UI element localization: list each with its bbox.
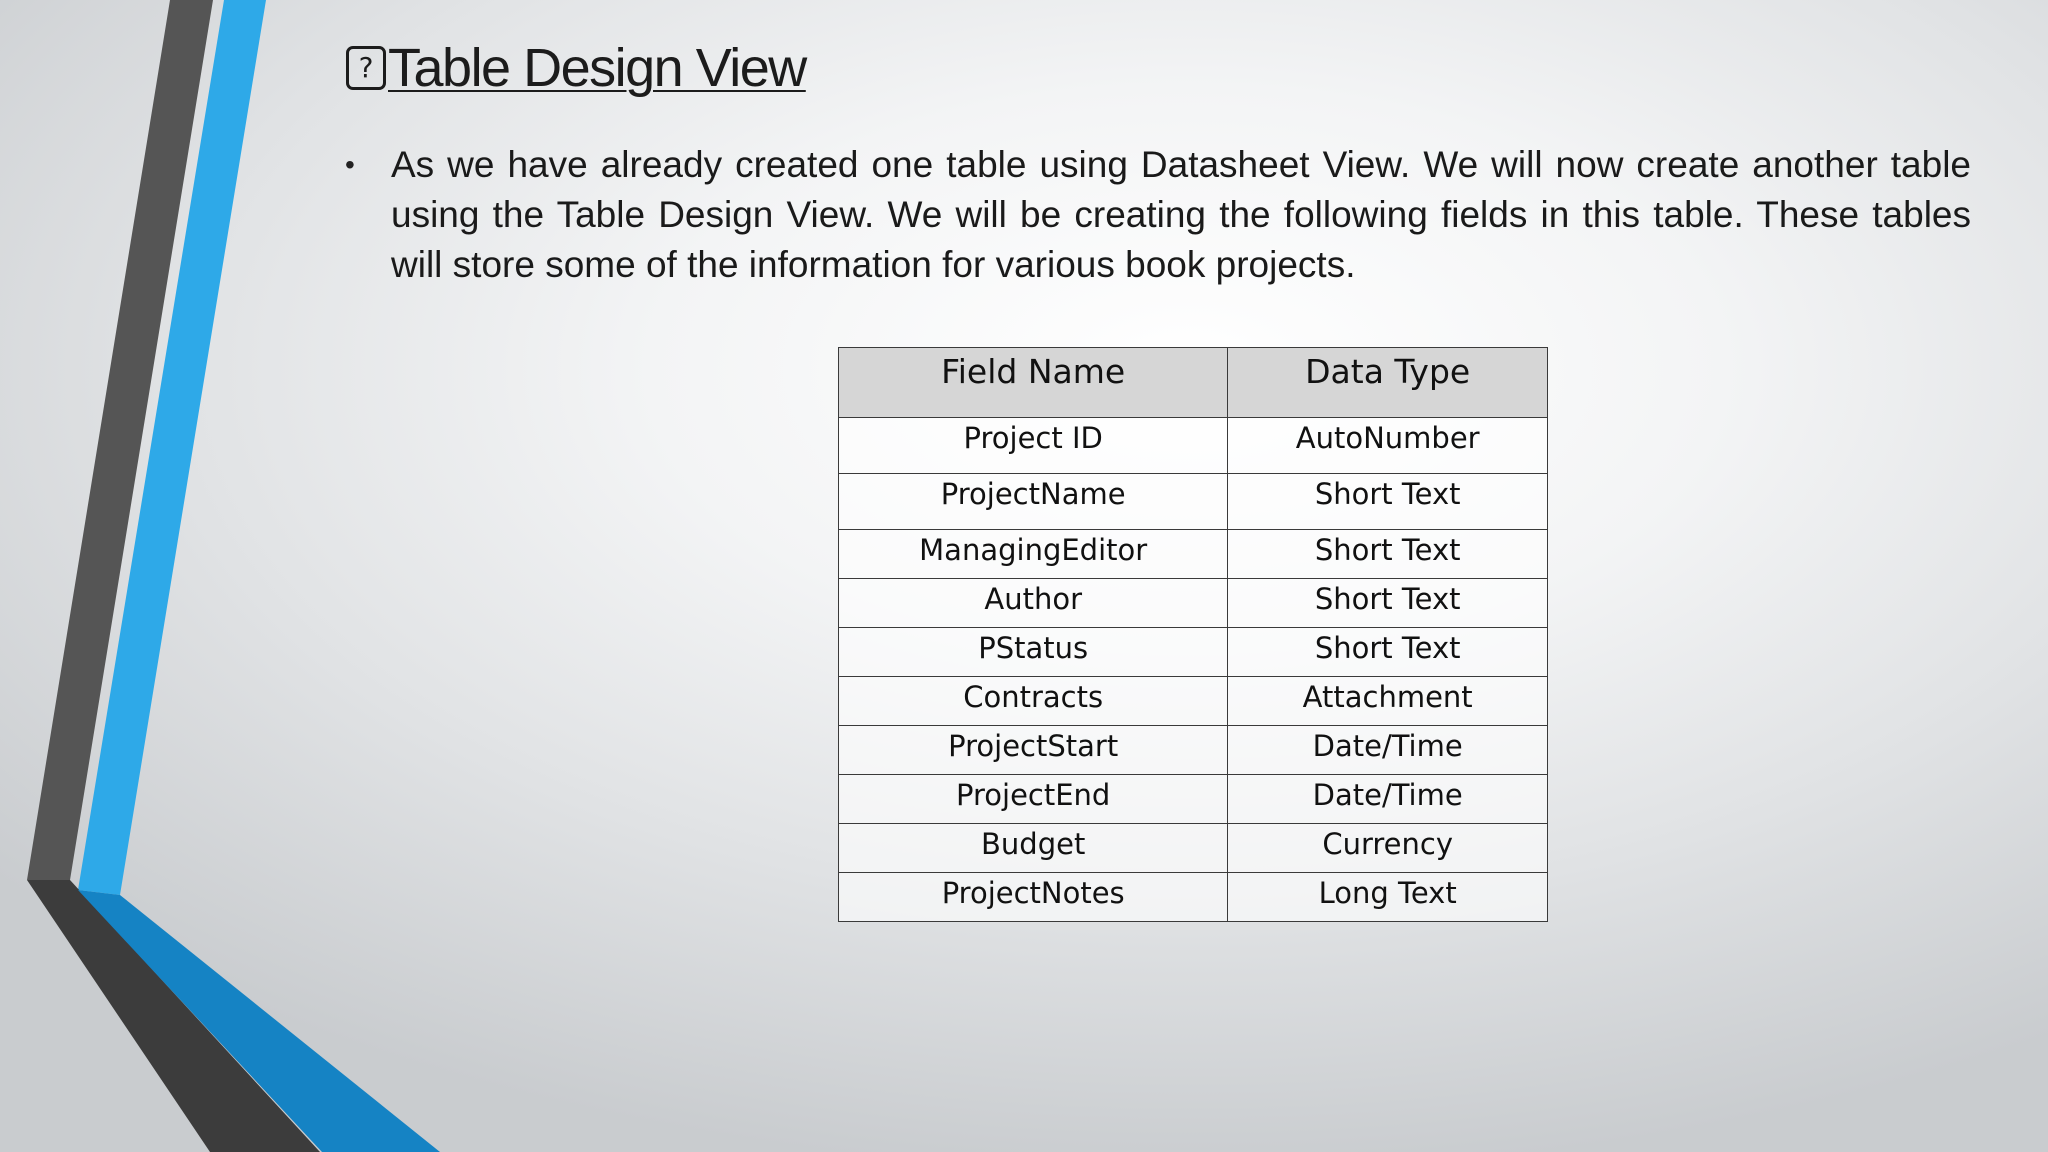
- fields-table: [838, 347, 1548, 922]
- cell-field-name: Budget: [839, 824, 1228, 873]
- bullet-dot-icon: •: [345, 149, 355, 180]
- cell-data-type: Currency: [1228, 824, 1548, 873]
- cell-data-type: Date/Time: [1228, 775, 1548, 824]
- header-field-name: Field Name: [839, 348, 1228, 418]
- page-title-text: Table Design View: [388, 38, 806, 98]
- bullet-list: [345, 140, 1971, 290]
- cell-data-type: Short Text: [1228, 579, 1548, 628]
- cell-field-name: ProjectName: [839, 474, 1228, 530]
- table-row: [839, 824, 1548, 873]
- cell-field-name: Author: [839, 579, 1228, 628]
- header-data-type: Data Type: [1228, 348, 1548, 418]
- cell-field-name: PStatus: [839, 628, 1228, 677]
- cell-data-type: Short Text: [1228, 530, 1548, 579]
- table-row: [839, 579, 1548, 628]
- cell-data-type: Attachment: [1228, 677, 1548, 726]
- page-title: [346, 36, 806, 100]
- cell-data-type: Long Text: [1228, 873, 1548, 922]
- cell-data-type: Date/Time: [1228, 726, 1548, 775]
- table-row: [839, 628, 1548, 677]
- table-header-row: [839, 348, 1548, 418]
- dark-diagonal: [27, 880, 320, 1152]
- cell-field-name: Project ID: [839, 418, 1228, 474]
- cell-data-type: Short Text: [1228, 628, 1548, 677]
- cell-field-name: ProjectEnd: [839, 775, 1228, 824]
- bullet-text: As we have already created one table using Datasheet View. We will now create another table using the Table Design View. We will be creating the following fields in this table. These tables will store some of the information for various book projects.: [391, 144, 1971, 285]
- cell-field-name: Contracts: [839, 677, 1228, 726]
- bullet-item: [345, 140, 1971, 290]
- table-row: [839, 474, 1548, 530]
- question-box-icon: ?: [346, 46, 386, 90]
- cell-data-type: AutoNumber: [1228, 418, 1548, 474]
- table-row: [839, 530, 1548, 579]
- cell-field-name: ProjectNotes: [839, 873, 1228, 922]
- table-row: [839, 418, 1548, 474]
- table-row: [839, 873, 1548, 922]
- cell-field-name: ManagingEditor: [839, 530, 1228, 579]
- table-row: [839, 677, 1548, 726]
- cell-field-name: ProjectStart: [839, 726, 1228, 775]
- cell-data-type: Short Text: [1228, 474, 1548, 530]
- table-row: [839, 726, 1548, 775]
- table-row: [839, 775, 1548, 824]
